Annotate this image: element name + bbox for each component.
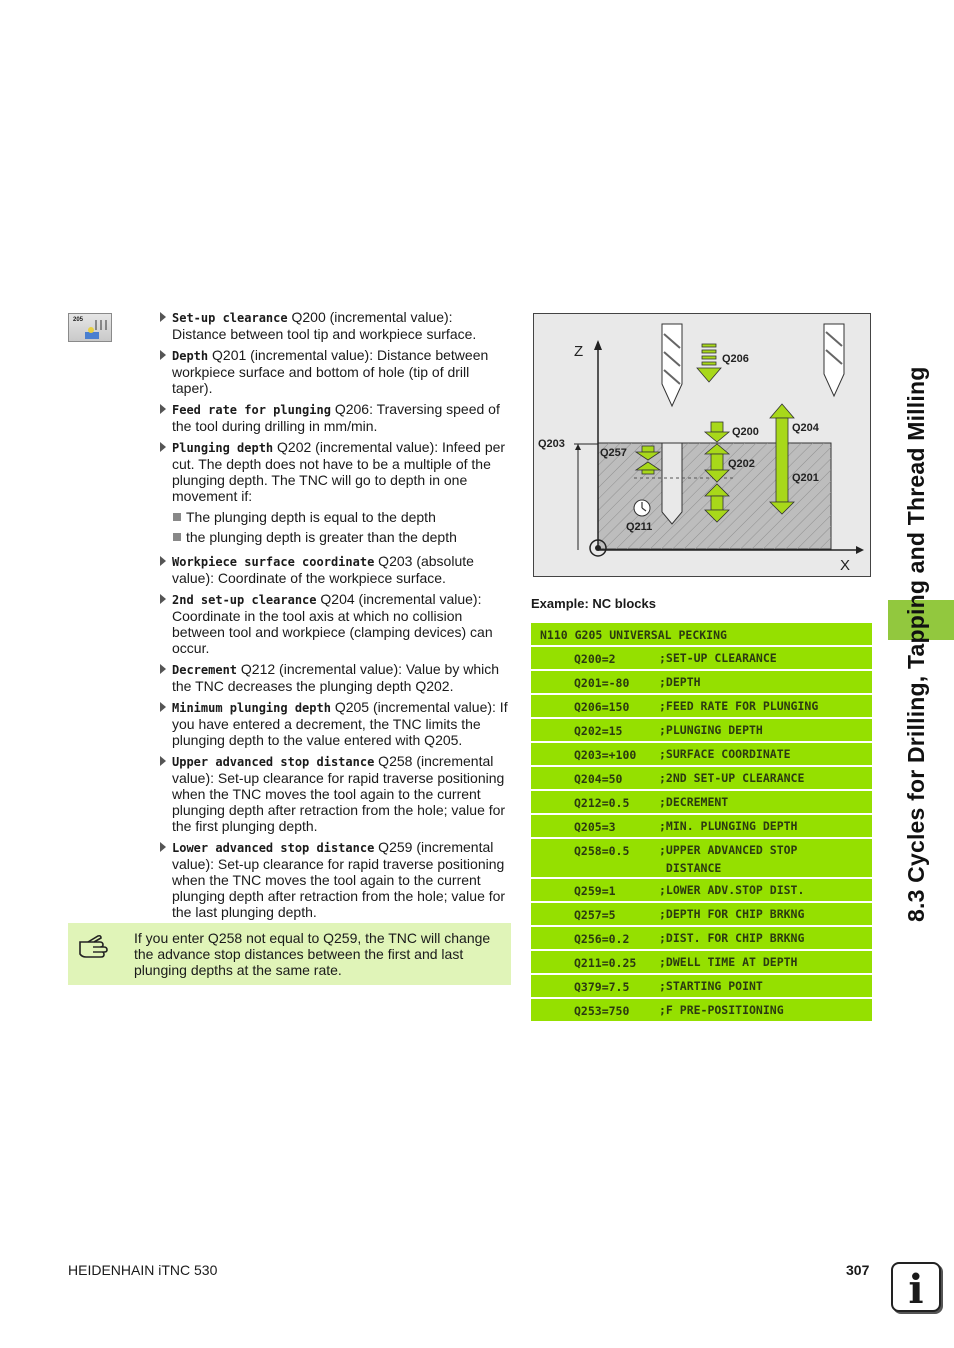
nc-row: Q379=7.5 ;STARTING POINT	[531, 975, 872, 997]
param-upper-advanced-stop: Upper advanced stop distance Q258 (incremental value): Set-up clearance for rapid traverse positioning when the TNC moves the tool again to the current plunging depth after retraction from the hole; value for the first plunging depth.	[160, 753, 510, 834]
param-depth: Depth Q201 (incremental value): Distance between workpiece surface and bottom of hole (tip of drill taper).	[160, 347, 510, 396]
nc-row: Q204=50 ;2ND SET-UP CLEARANCE	[531, 767, 872, 789]
bullet-triangle-icon	[160, 442, 166, 452]
x-axis-label: X	[840, 557, 851, 574]
label-q203: Q203	[538, 438, 565, 450]
bullet-triangle-icon	[160, 350, 166, 360]
note-box	[68, 923, 511, 985]
bullet-square-icon	[173, 533, 181, 541]
bullet-triangle-icon	[160, 702, 166, 712]
nc-header-row: N110 G205 UNIVERSAL PECKING	[531, 623, 872, 645]
nc-row: Q253=750 ;F PRE-POSITIONING	[531, 999, 872, 1021]
bullet-square-icon	[173, 513, 181, 521]
softkey-label: 205	[73, 317, 84, 323]
param-min-plunging-depth: Minimum plunging depth Q205 (incremental value): If you have entered a decrement, the TNC limits the plunging depth to the value entered with Q205.	[160, 699, 510, 748]
chapter-title: 8.3 Cycles for Drilling, Tapping and Thread Milling	[903, 366, 929, 922]
condition-item: the plunging depth is greater than the depth	[172, 529, 510, 545]
drill-hole	[662, 443, 682, 524]
bullet-triangle-icon	[160, 756, 166, 766]
pointing-hand-icon	[78, 933, 112, 959]
param-surface-coordinate: Workpiece surface coordinate Q203 (absolute value): Coordinate of the workpiece surface.	[160, 553, 510, 586]
drill-tool-right	[824, 324, 844, 396]
z-axis-label: Z	[574, 343, 584, 360]
nc-row: Q257=5 ;DEPTH FOR CHIP BRKNG	[531, 903, 872, 925]
nc-row: Q201=-80 ;DEPTH	[531, 671, 872, 693]
param-setup-clearance: Set-up clearance Q200 (incremental value): Distance between tool tip and workpiece surface.	[160, 309, 510, 342]
bullet-triangle-icon	[160, 404, 166, 414]
nc-row: Q200=2 ;SET-UP CLEARANCE	[531, 647, 872, 669]
nc-row: Q259=1 ;LOWER ADV.STOP DIST.	[531, 879, 872, 901]
nc-row: Q205=3 ;MIN. PLUNGING DEPTH	[531, 815, 872, 837]
bullet-triangle-icon	[160, 594, 166, 604]
label-q200: Q200	[732, 426, 759, 438]
page-number: 307	[846, 1262, 870, 1278]
nc-row: Q203=+100 ;SURFACE COORDINATE	[531, 743, 872, 765]
bullet-triangle-icon	[160, 312, 166, 322]
cycle-diagram	[533, 313, 871, 577]
nc-row: Q211=0.25 ;DWELL TIME AT DEPTH	[531, 951, 872, 973]
label-q202: Q202	[728, 458, 755, 470]
nc-caption: Example: NC blocks	[531, 596, 656, 611]
note-text: If you enter Q258 not equal to Q259, the TNC will change the advance stop distances between the first and last plunging depths at the same rate.	[134, 930, 491, 978]
label-q211: Q211	[626, 521, 653, 533]
nc-row: Q212=0.5 ;DECREMENT	[531, 791, 872, 813]
label-q201: Q201	[792, 472, 819, 484]
pecking-diagram-svg	[534, 314, 870, 576]
bullet-triangle-icon	[160, 664, 166, 674]
param-decrement: Decrement Q212 (incremental value): Value by which the TNC decreases the plunging depth Q202.	[160, 661, 510, 694]
param-lower-advanced-stop: Lower advanced stop distance Q259 (incremental value): Set-up clearance for rapid traverse positioning when the TNC moves the tool again to the current plunging depth after retraction from the hole; value for the last plunging depth.	[160, 839, 510, 920]
nc-block-list	[531, 623, 872, 1023]
nc-row: Q256=0.2 ;DIST. FOR CHIP BRKNG	[531, 927, 872, 949]
q200-arrow	[705, 422, 729, 442]
footer-product: HEIDENHAIN iTNC 530	[68, 1262, 218, 1278]
label-q204: Q204	[792, 422, 819, 434]
nc-row: Q202=15 ;PLUNGING DEPTH	[531, 719, 872, 741]
parameter-list	[160, 309, 510, 925]
info-glyph: i	[908, 1266, 924, 1313]
softkey-graphic	[69, 314, 113, 343]
label-q257: Q257	[600, 447, 627, 459]
param-2nd-setup-clearance: 2nd set-up clearance Q204 (incremental value): Coordinate in the tool axis at which no collision between tool and workpiece (clamping devices) can occur.	[160, 591, 510, 656]
param-feed-rate-plunging: Feed rate for plunging Q206: Traversing speed of the tool during drilling in mm/min.	[160, 401, 510, 434]
nc-row: Q258=0.5 ;UPPER ADVANCED STOP DISTANCE	[531, 839, 872, 877]
bullet-triangle-icon	[160, 556, 166, 566]
condition-item: The plunging depth is equal to the depth	[172, 509, 510, 525]
param-plunging-depth: Plunging depth Q202 (incremental value): Infeed per cut. The depth does not have to be a multiple of the plunging depth. The TNC will go to depth in one movement if: The plunging depth is equal to the depth the plunging depth is greater than the depth	[160, 439, 510, 545]
label-q206: Q206	[722, 353, 749, 365]
info-icon	[891, 1262, 941, 1312]
chapter-side-tab	[888, 300, 954, 940]
plunging-depth-conditions	[172, 509, 510, 545]
nc-row: Q206=150 ;FEED RATE FOR PLUNGING	[531, 695, 872, 717]
bullet-triangle-icon	[160, 842, 166, 852]
q206-feed-arrow	[697, 344, 721, 382]
cycle-205-softkey-icon	[68, 313, 112, 342]
